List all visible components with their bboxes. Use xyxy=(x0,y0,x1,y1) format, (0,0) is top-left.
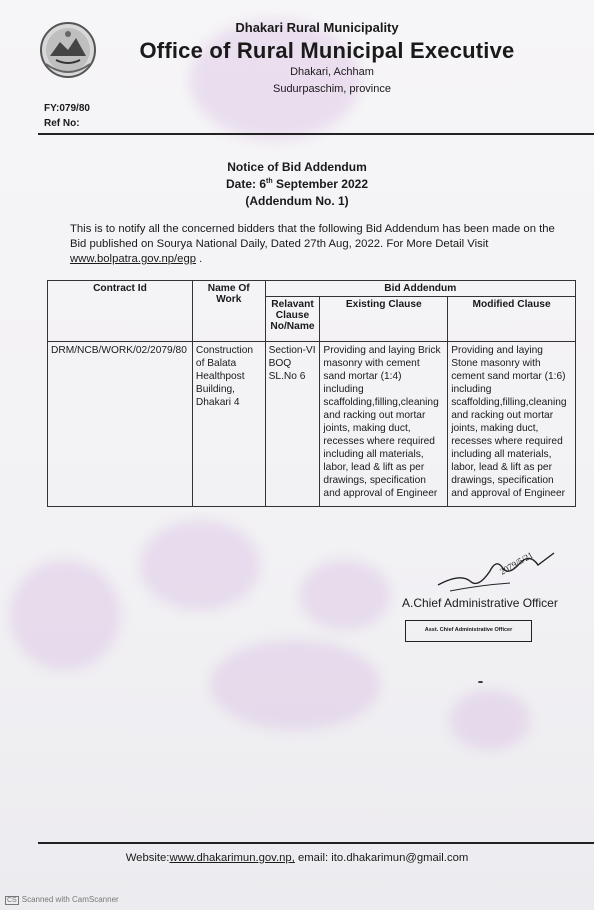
ink-stain xyxy=(300,560,390,630)
addendum-number: (Addendum No. 1) xyxy=(245,194,349,208)
fiscal-year: FY:079/80 xyxy=(44,103,90,114)
header-name-of-work: Name Of Work xyxy=(192,281,265,342)
intro-tail: . xyxy=(196,253,203,265)
header-relevant-clause: Relavant Clause No/Name xyxy=(265,297,320,342)
cell-relevant-clause: Section-VI BOQ SL.No 6 xyxy=(265,342,320,507)
ink-stain xyxy=(450,690,530,750)
footer-contact xyxy=(0,852,594,864)
header-divider xyxy=(38,133,594,135)
municipality-name: Dhakari Rural Municipality xyxy=(235,20,399,35)
intro-paragraph xyxy=(70,222,570,267)
office-title: Office of Rural Municipal Executive xyxy=(139,38,515,63)
header-contract-id: Contract Id xyxy=(48,281,193,342)
email-address[interactable]: ito.dhakarimun@gmail.com xyxy=(331,852,469,864)
address-line-2: Sudurpaschim, province xyxy=(272,83,391,95)
ink-mark xyxy=(478,681,483,683)
footer-divider xyxy=(38,842,594,844)
header-bid-addendum: Bid Addendum xyxy=(265,281,575,297)
reference-number: Ref No: xyxy=(44,118,80,129)
website-link[interactable]: www.dhakarimun.gov.np, xyxy=(169,852,295,864)
egp-link[interactable]: www.bolpatra.gov.np/egp xyxy=(70,253,197,265)
table-header-row xyxy=(48,281,576,297)
ink-stain xyxy=(140,520,260,610)
signatory-title: A.Chief Administrative Officer xyxy=(402,596,558,610)
email-label: email: xyxy=(294,852,332,864)
scanner-text: Scanned with CamScanner xyxy=(21,895,119,904)
notice-date-prefix: Date: 6 xyxy=(225,177,266,191)
table-row xyxy=(48,342,576,507)
header-modified-clause: Modified Clause xyxy=(448,297,576,342)
official-stamp: Asst. Chief Administrative Officer xyxy=(405,620,532,642)
cell-existing-clause: Providing and laying Brick masonry with cement sand mortar (1:4) including scaffolding,filling,cleaning and racking out mortar joints, making duct, recesses where required including all materials, labor, lead & lift as per drawings, specification and approval of Engineer xyxy=(320,342,448,507)
notice-title: Notice of Bid Addendum xyxy=(227,160,367,174)
header-existing-clause: Existing Clause xyxy=(320,297,448,342)
signature-date: 2079/5/21 xyxy=(498,549,535,577)
notice-date-sup: th xyxy=(266,178,273,185)
ink-stain xyxy=(10,560,120,670)
scanner-watermark xyxy=(5,895,119,905)
notice-date xyxy=(0,177,594,191)
cell-modified-clause: Providing and laying Stone masonry with cement sand mortar (1:6) including scaffolding,filling,cleaning and racking out mortar joints, making duct, recesses where required including all materials, labor, lead & lift as per drawings, specification and approval of Engineer xyxy=(448,342,576,507)
intro-text: This is to notify all the concerned bidders that the following Bid Addendum has been made on the Bid published on Sourya National Daily, Dated 27th Aug, 2022. For More Detail Visit xyxy=(70,223,555,250)
ink-stain xyxy=(210,640,380,730)
address-line-1: Dhakari, Achham xyxy=(290,66,374,78)
camscanner-icon: CS xyxy=(7,897,17,904)
cell-name-of-work: Construction of Balata Healthpost Building, Dhakari 4 xyxy=(192,342,265,507)
cell-contract-id: DRM/NCB/WORK/02/2079/80 xyxy=(48,342,193,507)
website-label: Website: xyxy=(125,852,170,864)
notice-date-suffix: September 2022 xyxy=(272,177,368,191)
addendum-table xyxy=(47,280,576,507)
